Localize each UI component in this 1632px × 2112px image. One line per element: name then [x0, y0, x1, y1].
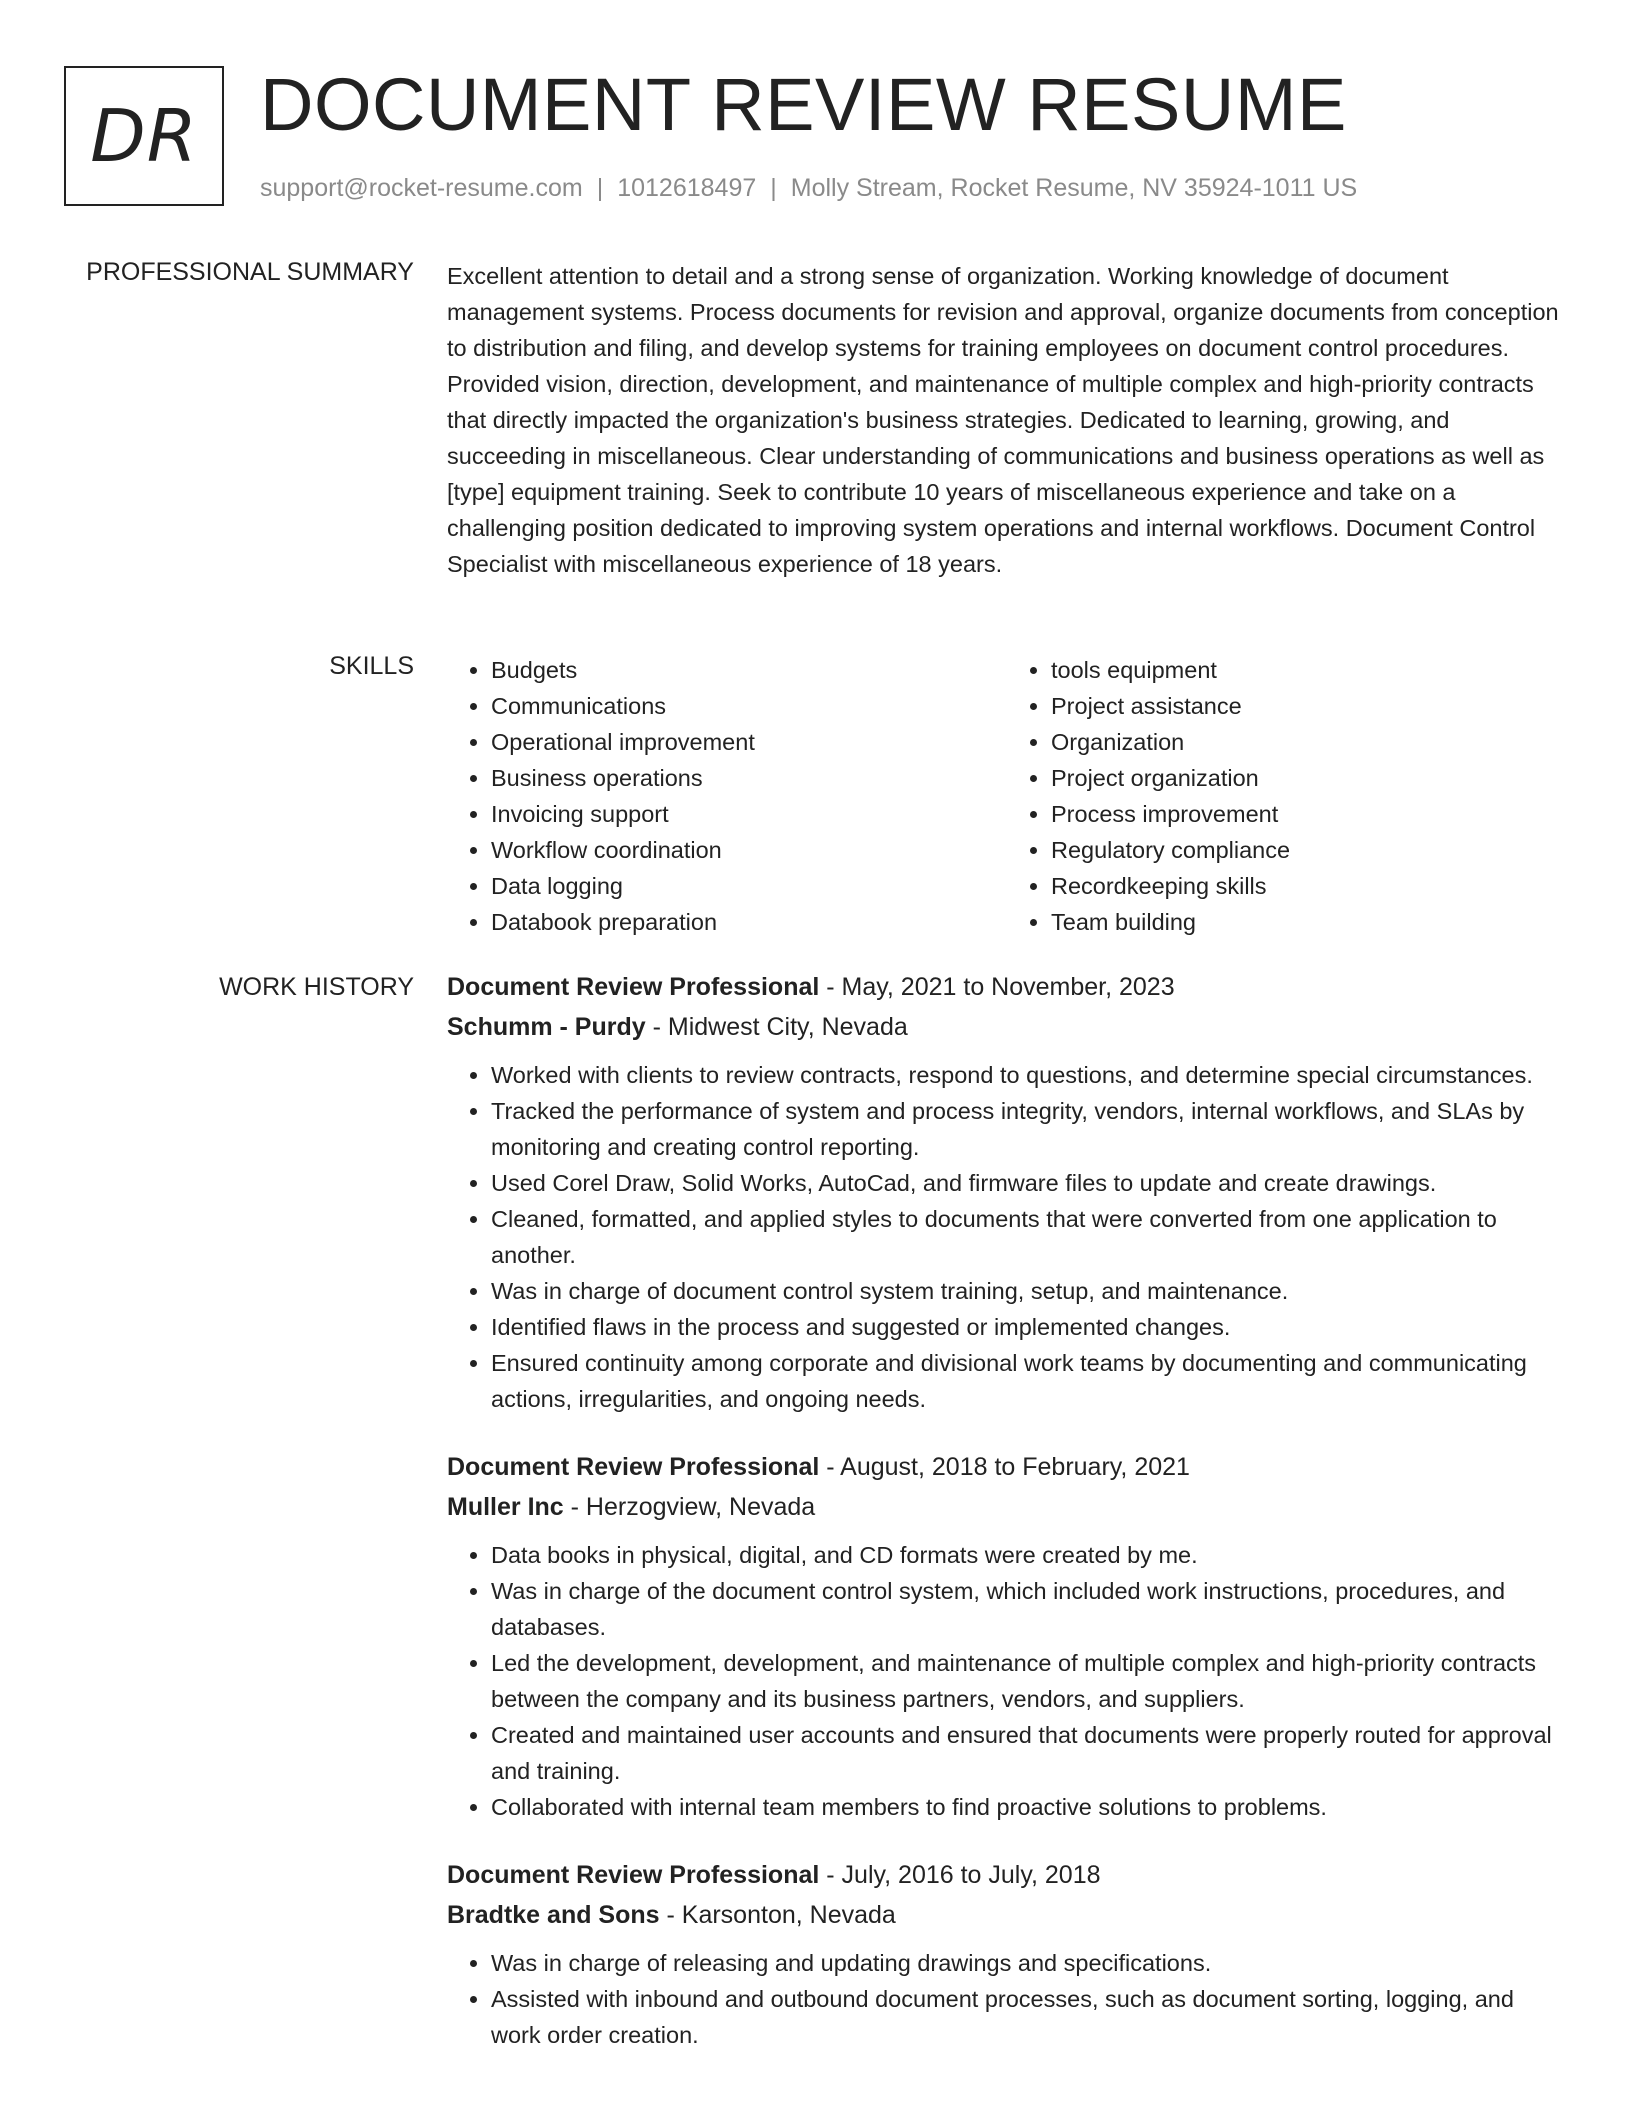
contact-address: Molly Stream, Rocket Resume, NV 35924-1011 US: [790, 174, 1358, 202]
skill-item: • Communications: [491, 688, 1007, 724]
skills-list-right: [1007, 652, 1567, 940]
job-title-line: [447, 1855, 1567, 1895]
job-bullet: • Was in charge of document control system training, setup, and maintenance.: [491, 1273, 1567, 1309]
dash-separator: -: [819, 1861, 842, 1889]
job-title-line: [447, 967, 1567, 1007]
summary-body: [447, 258, 1567, 582]
summary-text: Excellent attention to detail and a strong sense of organization. Working knowledge of document management systems. Process documents for revision and approval, organize documents from conception to distribution and filing, and develop systems for training employees on document control procedures. Provided vision, direction, development, and maintenance of multiple complex and high-priority contracts that directly impacted the organization's business strategies. Dedicated to learning, growing, and succeeding in miscellaneous. Clear understanding of communications and business operations as well as [type] equipment training. Seek to contribute 10 years of miscellaneous experience and take on a challenging position dedicated to improving system operations and internal workflows. Document Control Specialist with miscellaneous experience of 18 years.: [447, 263, 1559, 577]
job-location: Herzogview, Nevada: [585, 1493, 816, 1521]
job-bullet: • Cleaned, formatted, and applied styles to documents that were converted from one application to another.: [491, 1201, 1567, 1273]
work-history-body: [447, 967, 1567, 2083]
skill-item: • Data logging: [491, 868, 1007, 904]
job-bullet: • Identified flaws in the process and suggested or implemented changes.: [491, 1309, 1567, 1345]
job-title-line: [447, 1447, 1567, 1487]
job-dates: August, 2018 to February, 2021: [840, 1453, 1190, 1481]
job-bullet: • Tracked the performance of system and process integrity, vendors, internal workflows, and SLAs by monitoring and creating control reporting.: [491, 1093, 1567, 1165]
skills-body: [447, 652, 1567, 940]
job-company-line: [447, 1487, 1567, 1527]
contact-separator: |: [770, 174, 777, 202]
job-bullets: [447, 1537, 1567, 1825]
skill-item: • Project organization: [1051, 760, 1567, 796]
job-dates: May, 2021 to November, 2023: [841, 973, 1175, 1001]
dash-separator: -: [659, 1901, 682, 1929]
job-location: Midwest City, Nevada: [667, 1013, 908, 1041]
job-bullets: [447, 1057, 1567, 1417]
job-entry: [447, 1855, 1567, 2053]
skill-item: • Operational improvement: [491, 724, 1007, 760]
skills-columns: [447, 652, 1567, 940]
job-dates: July, 2016 to July, 2018: [841, 1861, 1101, 1889]
skill-item: • Organization: [1051, 724, 1567, 760]
skills-list-left: [447, 652, 1007, 940]
contact-email: support@rocket-resume.com: [260, 174, 583, 202]
skill-item: • Process improvement: [1051, 796, 1567, 832]
skill-item: • tools equipment: [1051, 652, 1567, 688]
job-bullet: • Used Corel Draw, Solid Works, AutoCad, and firmware files to update and create drawings.: [491, 1165, 1567, 1201]
skill-item: • Recordkeeping skills: [1051, 868, 1567, 904]
job-bullet: • Created and maintained user accounts and ensured that documents were properly routed for approval and training.: [491, 1717, 1567, 1789]
job-company: Bradtke and Sons: [447, 1901, 660, 1929]
job-entry: [447, 967, 1567, 1417]
summary-heading: PROFESSIONAL SUMMARY: [86, 258, 414, 286]
skill-item: • Invoicing support: [491, 796, 1007, 832]
dash-separator: -: [819, 1453, 841, 1481]
skill-item: • Regulatory compliance: [1051, 832, 1567, 868]
skill-item: • Business operations: [491, 760, 1007, 796]
work-history-heading: WORK HISTORY: [219, 973, 414, 1001]
job-company: Schumm - Purdy: [447, 1013, 646, 1041]
contact-line: [260, 174, 1357, 203]
job-bullet: • Assisted with inbound and outbound document processes, such as document sorting, logging, and work order creation.: [491, 1981, 1567, 2053]
skill-item: • Databook preparation: [491, 904, 1007, 940]
resume-title: DOCUMENT REVIEW RESUME: [260, 63, 1347, 146]
job-location: Karsonton, Nevada: [681, 1901, 896, 1929]
skill-item: • Workflow coordination: [491, 832, 1007, 868]
job-bullet: • Ensured continuity among corporate and divisional work teams by documenting and communicating actions, irregularities, and ongoing needs.: [491, 1345, 1567, 1417]
dash-separator: -: [563, 1493, 586, 1521]
job-title: Document Review Professional: [447, 973, 820, 1001]
skill-item: • Budgets: [491, 652, 1007, 688]
job-bullets: [447, 1945, 1567, 2053]
job-bullet: • Collaborated with internal team members to find proactive solutions to problems.: [491, 1789, 1567, 1825]
resume-header: [64, 63, 1564, 216]
job-entry: [447, 1447, 1567, 1825]
job-company-line: [447, 1895, 1567, 1935]
skill-item: • Project assistance: [1051, 688, 1567, 724]
job-bullet: • Data books in physical, digital, and CD formats were created by me.: [491, 1537, 1567, 1573]
dash-separator: -: [819, 973, 842, 1001]
job-bullet: • Was in charge of the document control system, which included work instructions, procedures, and databases.: [491, 1573, 1567, 1645]
job-title: Document Review Professional: [447, 1453, 820, 1481]
skill-item: • Team building: [1051, 904, 1567, 940]
job-company-line: [447, 1007, 1567, 1047]
skills-heading: SKILLS: [329, 652, 414, 680]
job-bullet: • Led the development, development, and maintenance of multiple complex and high-priority contracts between the company and its business partners, vendors, and suppliers.: [491, 1645, 1567, 1717]
job-company: Muller Inc: [447, 1493, 564, 1521]
contact-phone: 1012618497: [617, 174, 757, 202]
job-bullet: • Worked with clients to review contracts, respond to questions, and determine special circumstances.: [491, 1057, 1567, 1093]
dash-separator: -: [645, 1013, 668, 1041]
job-title: Document Review Professional: [447, 1861, 820, 1889]
contact-separator: |: [596, 174, 604, 202]
job-bullet: • Was in charge of releasing and updating drawings and specifications.: [491, 1945, 1567, 1981]
monogram-badge: DR: [64, 66, 224, 206]
